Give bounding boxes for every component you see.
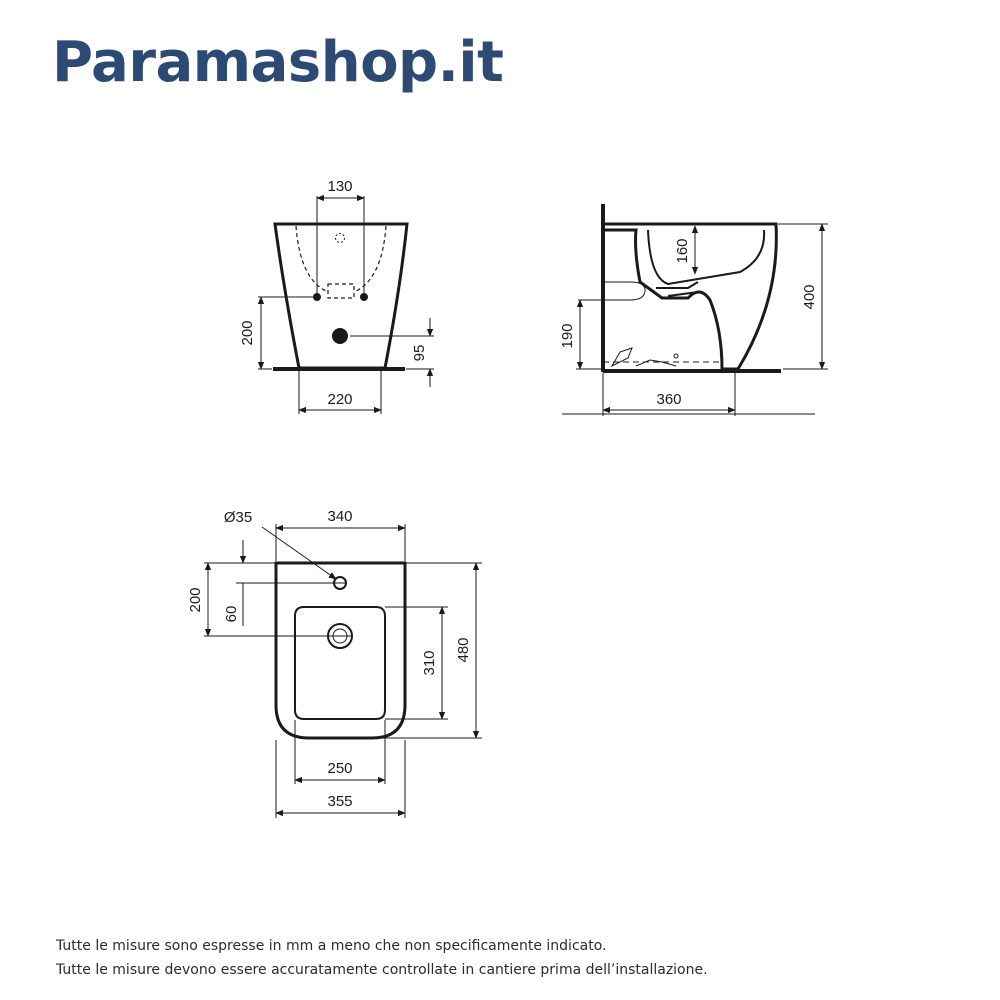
side-view-foot — [612, 348, 632, 366]
brand-logo: Paramashop.it — [52, 30, 504, 95]
side-view-bowl — [648, 230, 764, 284]
top-dim-340: 340 — [327, 508, 353, 525]
top-dim-60: 60 — [223, 605, 240, 623]
front-view-hidden-outlet — [328, 284, 354, 298]
front-view-fixing-right — [360, 293, 368, 301]
front-dim-130: 130 — [327, 178, 353, 195]
top-dim-d35: Ø35 — [223, 509, 253, 526]
top-view — [187, 508, 482, 818]
footer-notes — [56, 934, 708, 982]
side-view — [559, 204, 828, 416]
front-view — [239, 178, 434, 414]
side-dim-400: 400 — [801, 284, 818, 310]
note-line-2: Tutte le misure devono essere accuratamente controllate in cantiere prima dell’installazione. — [56, 962, 708, 978]
side-dim-190: 190 — [559, 323, 576, 349]
front-view-hidden-bowl — [296, 226, 386, 292]
side-view-pipe — [578, 282, 645, 300]
front-dim-200: 200 — [239, 320, 256, 346]
front-dim-95: 95 — [411, 344, 428, 362]
side-dim-160: 160 — [674, 238, 691, 264]
top-dim-310: 310 — [421, 650, 438, 676]
note-line-1: Tutte le misure sono espresse in mm a meno che non specificamente indicato. — [56, 938, 607, 954]
side-view-base-detail — [636, 360, 676, 366]
top-dim-250: 250 — [327, 760, 353, 777]
front-view-body — [275, 224, 407, 368]
top-dim-480: 480 — [455, 637, 472, 663]
front-view-tap-hole — [336, 234, 345, 243]
front-dim-220: 220 — [327, 391, 353, 408]
front-view-inlet — [332, 328, 348, 344]
front-view-fixing-left — [313, 293, 321, 301]
top-dim-200: 200 — [187, 587, 204, 613]
top-dim-355: 355 — [327, 793, 353, 810]
side-dim-360: 360 — [656, 391, 682, 408]
side-view-small-hole — [674, 354, 678, 358]
